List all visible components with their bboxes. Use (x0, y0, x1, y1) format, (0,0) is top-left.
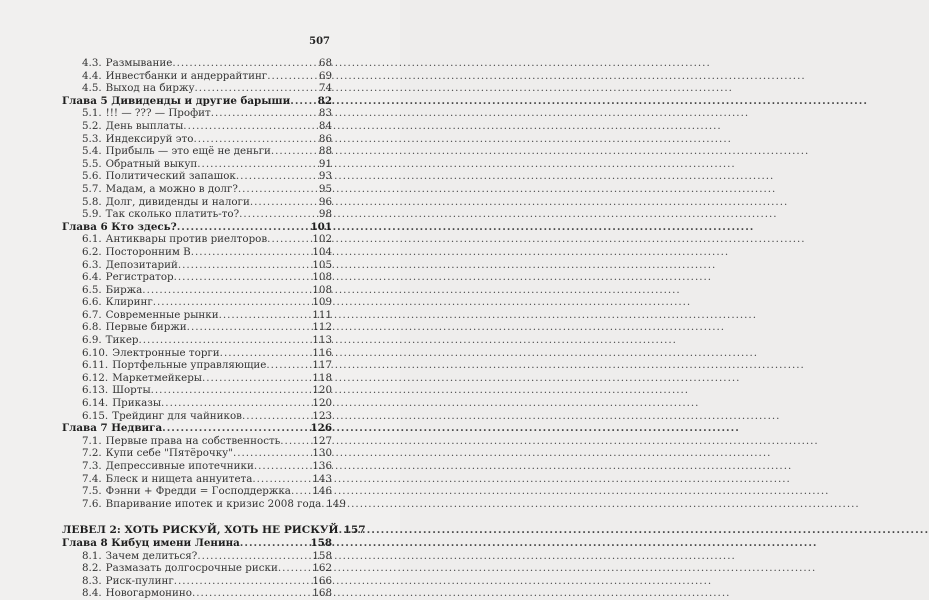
toc-entry-page: 74 (318, 82, 332, 95)
toc-entry-title: Шорты (112, 384, 151, 397)
toc-entry (62, 271, 332, 284)
toc-entry-page: 168 (312, 587, 332, 600)
toc-entry-number: 6.6. (82, 296, 102, 309)
toc-entry-title: Глава 8 Кибуц имени Ленина (62, 536, 240, 549)
toc-entry-title: Фэнни + Фредди = Господдержка (105, 485, 291, 498)
toc-entry-title: Приказы (112, 397, 162, 410)
toc-entry-number: 5.6. (82, 170, 102, 183)
dot-leader (278, 562, 312, 575)
toc-entry-number: 7.4. (82, 472, 102, 485)
toc-entry-number: 8.2. (82, 562, 102, 575)
section-gap (62, 510, 332, 524)
toc-entry-page: 116 (312, 346, 332, 359)
toc-entry-number: 7.3. (82, 460, 102, 472)
toc-entry-page: 157 (343, 524, 366, 537)
toc-entry-page: 130 (312, 447, 332, 460)
toc-entry (62, 473, 332, 486)
toc-entry (62, 347, 332, 360)
toc-entry (62, 397, 332, 410)
toc-entry-title: Прибыль — это ещё не деньги (105, 145, 271, 158)
toc-entry-title: Инвестбанки и андеррайтинг (105, 69, 268, 82)
dot-leader (254, 460, 312, 473)
toc-entry-title: Посторонним В (105, 245, 191, 258)
dot-leader (240, 537, 310, 550)
toc-entry-title: !!! — ??? — Профит (105, 107, 211, 120)
toc-entry-number: 5.7. (82, 182, 102, 195)
dot-leader (197, 550, 311, 563)
toc-entry (62, 57, 332, 70)
toc-entry (62, 321, 332, 334)
toc-entry (62, 196, 332, 209)
toc-entry (62, 460, 332, 473)
toc-entry-number: 4.5. (82, 82, 102, 95)
toc-entry-number: 5.3. (82, 132, 102, 145)
toc-entry-page: 86 (318, 132, 332, 145)
toc-entry-number: 6.2. (82, 245, 102, 258)
dot-leader (290, 95, 316, 108)
toc-entry-title: Маркетмейкеры (112, 371, 202, 384)
toc-entry (62, 359, 332, 372)
toc-entry (62, 296, 332, 309)
dot-leader (252, 473, 311, 486)
toc-level-heading (62, 524, 366, 537)
toc-entry-number: 6.7. (82, 308, 102, 321)
dot-leader (250, 196, 318, 209)
toc-entry-number: 5.8. (82, 195, 102, 208)
toc-entry-page: 136 (312, 460, 332, 472)
toc-entry-page: 82 (317, 94, 332, 107)
toc-entry-number: 6.14. (82, 397, 109, 410)
dot-leader (161, 397, 311, 410)
dot-leader (238, 183, 318, 196)
toc-entry (62, 587, 332, 600)
toc-entry-page: 112 (312, 321, 332, 334)
toc-entry-page: 84 (318, 119, 332, 132)
toc-entry-number: 6.12. (82, 371, 109, 384)
toc-entry-number: 6.3. (82, 258, 102, 271)
toc-entry-title: ЛЕВЕЛ 2: ХОТЬ РИСКУЙ, ХОТЬ НЕ РИСКУЙ (62, 524, 339, 537)
toc-entry (62, 497, 346, 511)
page-number: 507 (309, 36, 330, 47)
toc-entry-page: 127 (312, 434, 332, 447)
toc-entry (62, 233, 332, 246)
dot-leader (183, 120, 318, 133)
dot-leader (191, 246, 312, 259)
toc-entry-page: 149 (326, 497, 346, 510)
toc-entry-title: Клиринг (105, 296, 153, 309)
dot-leader (195, 82, 318, 95)
toc-entry-title: Блеск и нищета аннуитета (105, 472, 253, 485)
toc-entry-number: 7.2. (82, 447, 102, 460)
toc-entry-page: 68 (318, 57, 332, 69)
toc-entry-number: 6.8. (82, 321, 102, 334)
toc-entry (62, 334, 332, 347)
toc-entry-number: 4.4. (82, 69, 102, 82)
toc-entry-page: 98 (318, 208, 332, 221)
dot-leader (291, 485, 311, 498)
toc-chapter-heading (62, 422, 332, 435)
toc-entry (62, 447, 332, 460)
toc-entry-page: 102 (312, 233, 332, 246)
toc-entry-title: Тикер (105, 334, 139, 347)
dot-leader (211, 107, 318, 120)
toc-entry-page: 158 (312, 549, 332, 562)
toc-entry-page: 105 (312, 258, 332, 271)
toc-entry-title: Мадам, а можно в долг? (105, 182, 238, 195)
toc-entry-number: 7.5. (82, 485, 102, 498)
dot-leader (267, 233, 311, 246)
toc-entry-number: 5.2. (82, 119, 102, 132)
toc-entry-title: Впаривание ипотек и кризис 2008 года (105, 497, 322, 510)
toc-entry-title: Обратный выкуп (105, 157, 198, 170)
toc-entry-number: 6.1. (82, 233, 102, 246)
toc-entry-title: Первые права на собственность (105, 434, 281, 447)
dot-leader (174, 575, 312, 588)
toc-entry (62, 208, 332, 221)
dot-leader (236, 170, 318, 183)
toc-entry-number: 5.9. (82, 208, 102, 221)
dot-leader (280, 435, 311, 448)
toc-entry (62, 183, 332, 196)
dot-leader (192, 587, 311, 600)
toc-chapter-heading (62, 95, 332, 108)
toc-entry-title: Выход на биржу (105, 82, 195, 95)
toc-entry-page: 101 (310, 220, 332, 233)
toc-entry (62, 133, 332, 146)
dot-leader (151, 384, 312, 397)
toc-entry-page: 166 (312, 574, 332, 587)
toc-entry-page: 146 (312, 485, 332, 498)
toc-entry-number: 5.4. (82, 145, 102, 158)
dot-leader (187, 321, 312, 334)
toc-entry-page: 109 (312, 296, 332, 309)
toc-entry (62, 120, 332, 133)
dot-leader (162, 422, 309, 435)
toc-entry-number: 7.6. (82, 497, 102, 510)
toc-entry (62, 410, 332, 423)
toc-entry (62, 246, 332, 259)
dot-leader (266, 359, 311, 372)
toc-entry-page: 123 (312, 409, 332, 422)
toc-entry-page: 108 (312, 271, 332, 284)
toc-entry-page: 95 (318, 182, 332, 195)
toc-entry-number: 8.1. (82, 549, 102, 562)
toc-entry-title: Электронные торги (112, 346, 220, 359)
toc-entry-title: Регистратор (105, 271, 174, 284)
toc-entry-number: 6.5. (82, 283, 102, 296)
toc-entry-title: День выплаты (105, 119, 184, 132)
toc-entry-title: Депозитарий (105, 258, 178, 271)
toc-entry-title: Глава 5 Дивиденды и другие барыши (62, 94, 291, 107)
toc-entry-title: Биржа (105, 283, 143, 296)
dot-leader (219, 309, 312, 322)
toc-entry-title: Трейдинг для чайников (112, 409, 242, 422)
toc-entry-title: Депрессивные ипотечники (105, 460, 254, 472)
toc-entry-page: 88 (318, 145, 332, 158)
dot-leader (142, 284, 311, 297)
book-page (0, 0, 400, 600)
toc-entry-title: Портфельные управляющие (112, 359, 267, 372)
toc-entry-page: 162 (312, 562, 332, 575)
toc-entry-page: 91 (318, 157, 332, 170)
dot-leader (193, 133, 317, 146)
toc-entry-number: 6.9. (82, 334, 102, 347)
toc-entry-number: 8.3. (82, 574, 102, 587)
toc-entry (62, 575, 332, 588)
toc-entry-title: Размазать долгосрочные риски (105, 562, 278, 575)
toc-entry-number: 6.10. (82, 346, 109, 359)
dot-leader (220, 347, 312, 360)
toc-entry-page: 96 (318, 195, 332, 208)
toc-entry (62, 259, 332, 272)
toc-entry-number: 6.13. (82, 384, 109, 397)
dot-leader (271, 145, 318, 158)
toc-entry-page: 143 (312, 472, 332, 485)
toc-entry-title: Глава 6 Кто здесь? (62, 220, 177, 233)
toc-entry-title: Новогармонино (105, 587, 192, 600)
table-of-contents (62, 57, 366, 600)
dot-leader (174, 271, 312, 284)
toc-entry (62, 158, 332, 171)
toc-entry-title: Первые биржи (105, 321, 187, 334)
toc-chapter-heading (62, 537, 332, 550)
dot-leader (177, 221, 310, 234)
dot-leader (172, 57, 318, 70)
toc-entry-title: Размывание (105, 57, 173, 69)
dot-leader (197, 158, 318, 171)
toc-entry-title: Риск-пулинг (105, 574, 174, 587)
dot-leader (267, 70, 318, 83)
toc-entry (62, 284, 332, 297)
toc-entry (62, 372, 332, 385)
toc-entry (62, 435, 332, 448)
toc-entry-number: 7.1. (82, 434, 102, 447)
toc-entry (62, 550, 332, 563)
toc-entry (62, 384, 332, 397)
toc-entry-title: Так сколько платить-то? (105, 208, 240, 221)
toc-entry-page: 120 (312, 384, 332, 397)
toc-entry-number: 6.4. (82, 271, 102, 284)
toc-entry-page: 117 (312, 359, 332, 372)
toc-entry-number: 4.3. (82, 57, 102, 69)
dot-leader (178, 259, 312, 272)
toc-entry-page: 126 (310, 422, 332, 435)
dot-leader (242, 410, 311, 423)
toc-entry-number: 6.11. (82, 359, 109, 372)
toc-entry (62, 145, 332, 158)
dot-leader (239, 208, 318, 221)
toc-entry-page: 83 (318, 107, 332, 120)
toc-entry-page: 111 (312, 308, 332, 321)
toc-entry-number: 8.4. (82, 587, 102, 600)
toc-entry-title: Современные рынки (105, 308, 219, 321)
dot-leader (202, 372, 311, 385)
toc-entry-number: 5.5. (82, 157, 102, 170)
toc-entry-page: 104 (312, 245, 332, 258)
dot-leader (233, 447, 311, 460)
toc-entry-page: 93 (318, 170, 332, 183)
toc-entry-page: 118 (312, 371, 332, 384)
toc-entry-page: 120 (312, 397, 332, 410)
toc-entry (62, 82, 332, 95)
toc-entry-title: Антиквары против риелторов (105, 233, 268, 246)
toc-entry-page: 69 (318, 69, 332, 82)
toc-entry (62, 107, 332, 120)
toc-entry-number: 5.1. (82, 107, 102, 120)
toc-entry-title: Политический запашок (105, 170, 236, 183)
toc-entry-page: 108 (312, 283, 332, 296)
toc-entry-page: 158 (310, 536, 332, 549)
toc-entry-page: 113 (312, 334, 332, 347)
toc-entry (62, 562, 332, 575)
toc-entry-title: Зачем делиться? (105, 549, 198, 562)
toc-entry-title: Купи себе "Пятёрочку" (105, 447, 233, 460)
toc-entry (62, 485, 332, 498)
toc-chapter-heading (62, 221, 332, 234)
toc-entry (62, 170, 332, 183)
toc-entry-title: Глава 7 Недвига (62, 422, 163, 435)
dot-leader (153, 296, 312, 309)
toc-entry-title: Индексируй это (105, 132, 194, 145)
toc-entry (62, 309, 332, 322)
toc-entry (62, 70, 332, 83)
dot-leader (139, 334, 312, 347)
toc-entry-number: 6.15. (82, 409, 109, 422)
toc-entry-title: Долг, дивиденды и налоги (105, 195, 250, 208)
